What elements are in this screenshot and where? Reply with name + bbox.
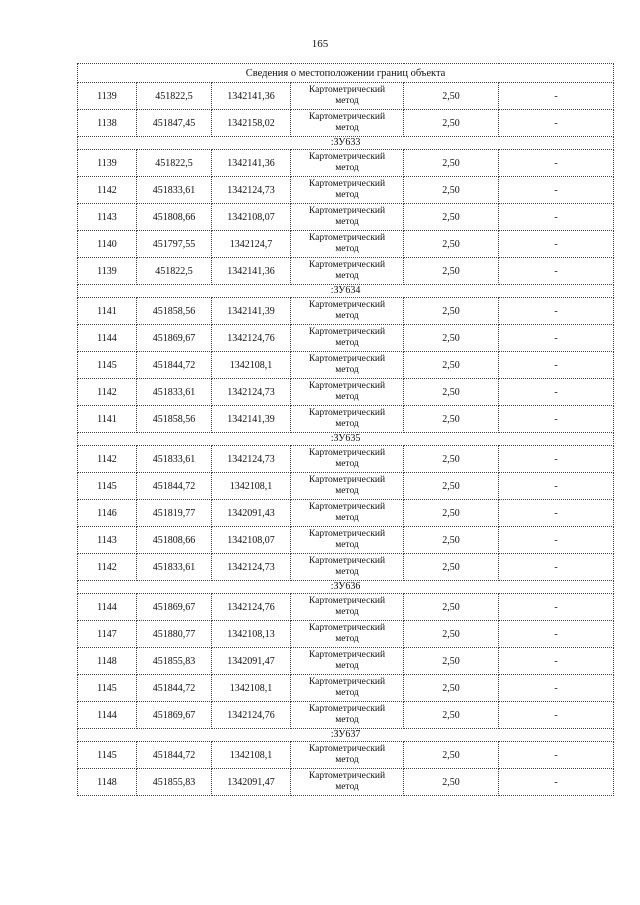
point-number-cell: 1145 bbox=[78, 742, 137, 769]
point-number-cell: 1143 bbox=[78, 527, 137, 554]
method-cell bbox=[291, 325, 404, 352]
method-line-2: метод bbox=[335, 513, 359, 523]
accuracy-cell: 2,50 bbox=[404, 446, 499, 473]
method-line-2: метод bbox=[335, 96, 359, 106]
accuracy-cell: 2,50 bbox=[404, 702, 499, 729]
table-row bbox=[78, 648, 614, 675]
table-row bbox=[78, 177, 614, 204]
table-row bbox=[78, 406, 614, 433]
x-coordinate-cell: 451847,45 bbox=[137, 110, 212, 137]
x-coordinate-cell: 451880,77 bbox=[137, 621, 212, 648]
note-cell: - bbox=[499, 675, 614, 702]
method-line-2: метод bbox=[335, 123, 359, 133]
y-coordinate-cell: 1342108,1 bbox=[212, 742, 291, 769]
note-cell: - bbox=[499, 406, 614, 433]
point-number-cell: 1140 bbox=[78, 231, 137, 258]
table-row bbox=[78, 594, 614, 621]
method-cell bbox=[291, 150, 404, 177]
table-row bbox=[78, 204, 614, 231]
zone-header-row bbox=[78, 581, 614, 594]
y-coordinate-cell: 1342124,73 bbox=[212, 446, 291, 473]
method-line-1: Картометрический bbox=[308, 233, 386, 243]
x-coordinate-cell: 451844,72 bbox=[137, 473, 212, 500]
table-row bbox=[78, 110, 614, 137]
method-cell bbox=[291, 594, 404, 621]
accuracy-cell: 2,50 bbox=[404, 648, 499, 675]
accuracy-cell: 2,50 bbox=[404, 594, 499, 621]
method-line-1: Картометрический bbox=[308, 529, 386, 539]
method-line-1: Картометрический bbox=[308, 771, 386, 781]
method-line-1: Картометрический bbox=[308, 556, 386, 566]
table-row bbox=[78, 621, 614, 648]
x-coordinate-cell: 451855,83 bbox=[137, 769, 212, 796]
accuracy-cell: 2,50 bbox=[404, 406, 499, 433]
method-line-2: метод bbox=[335, 244, 359, 254]
point-number-cell: 1139 bbox=[78, 83, 137, 110]
x-coordinate-cell: 451833,61 bbox=[137, 446, 212, 473]
y-coordinate-cell: 1342141,36 bbox=[212, 150, 291, 177]
table-row bbox=[78, 83, 614, 110]
note-cell: - bbox=[499, 594, 614, 621]
method-cell bbox=[291, 231, 404, 258]
method-line-2: метод bbox=[335, 190, 359, 200]
accuracy-cell: 2,50 bbox=[404, 177, 499, 204]
table-row bbox=[78, 473, 614, 500]
accuracy-cell: 2,50 bbox=[404, 500, 499, 527]
note-cell: - bbox=[499, 177, 614, 204]
y-coordinate-cell: 1342091,43 bbox=[212, 500, 291, 527]
x-coordinate-cell: 451869,67 bbox=[137, 325, 212, 352]
method-line-2: метод bbox=[335, 392, 359, 402]
point-number-cell: 1146 bbox=[78, 500, 137, 527]
zone-header-row bbox=[78, 285, 614, 298]
y-coordinate-cell: 1342141,36 bbox=[212, 83, 291, 110]
method-line-1: Картометрический bbox=[308, 206, 386, 216]
accuracy-cell: 2,50 bbox=[404, 325, 499, 352]
x-coordinate-cell: 451808,66 bbox=[137, 204, 212, 231]
method-line-2: метод bbox=[335, 782, 359, 792]
accuracy-cell: 2,50 bbox=[404, 554, 499, 581]
zone-label: :ЗУ637 bbox=[78, 729, 614, 742]
note-cell: - bbox=[499, 379, 614, 406]
method-line-1: Картометрический bbox=[308, 704, 386, 714]
method-cell bbox=[291, 527, 404, 554]
note-cell: - bbox=[499, 83, 614, 110]
note-cell: - bbox=[499, 473, 614, 500]
table-row bbox=[78, 258, 614, 285]
x-coordinate-cell: 451833,61 bbox=[137, 554, 212, 581]
x-coordinate-cell: 451844,72 bbox=[137, 742, 212, 769]
note-cell: - bbox=[499, 150, 614, 177]
method-cell bbox=[291, 379, 404, 406]
method-line-1: Картометрический bbox=[308, 112, 386, 122]
method-cell bbox=[291, 177, 404, 204]
method-line-2: метод bbox=[335, 607, 359, 617]
method-line-2: метод bbox=[335, 634, 359, 644]
accuracy-cell: 2,50 bbox=[404, 473, 499, 500]
table-row bbox=[78, 769, 614, 796]
point-number-cell: 1142 bbox=[78, 446, 137, 473]
method-cell bbox=[291, 446, 404, 473]
point-number-cell: 1141 bbox=[78, 406, 137, 433]
x-coordinate-cell: 451833,61 bbox=[137, 177, 212, 204]
method-line-1: Картометрический bbox=[308, 260, 386, 270]
accuracy-cell: 2,50 bbox=[404, 298, 499, 325]
note-cell: - bbox=[499, 258, 614, 285]
note-cell: - bbox=[499, 110, 614, 137]
y-coordinate-cell: 1342108,13 bbox=[212, 621, 291, 648]
x-coordinate-cell: 451858,56 bbox=[137, 406, 212, 433]
zone-header-row bbox=[78, 137, 614, 150]
y-coordinate-cell: 1342091,47 bbox=[212, 769, 291, 796]
method-line-2: метод bbox=[335, 486, 359, 496]
note-cell: - bbox=[499, 742, 614, 769]
x-coordinate-cell: 451822,5 bbox=[137, 150, 212, 177]
zone-label: :ЗУ636 bbox=[78, 581, 614, 594]
note-cell: - bbox=[499, 648, 614, 675]
y-coordinate-cell: 1342124,73 bbox=[212, 554, 291, 581]
y-coordinate-cell: 1342141,36 bbox=[212, 258, 291, 285]
method-cell bbox=[291, 621, 404, 648]
point-number-cell: 1145 bbox=[78, 352, 137, 379]
zone-label: :ЗУ633 bbox=[78, 137, 614, 150]
method-line-1: Картометрический bbox=[308, 85, 386, 95]
x-coordinate-cell: 451869,67 bbox=[137, 594, 212, 621]
method-line-2: метод bbox=[335, 661, 359, 671]
y-coordinate-cell: 1342124,7 bbox=[212, 231, 291, 258]
note-cell: - bbox=[499, 204, 614, 231]
method-cell bbox=[291, 352, 404, 379]
method-cell bbox=[291, 258, 404, 285]
table-row bbox=[78, 325, 614, 352]
x-coordinate-cell: 451844,72 bbox=[137, 675, 212, 702]
method-line-2: метод bbox=[335, 567, 359, 577]
x-coordinate-cell: 451808,66 bbox=[137, 527, 212, 554]
method-line-2: метод bbox=[335, 459, 359, 469]
y-coordinate-cell: 1342124,76 bbox=[212, 702, 291, 729]
method-line-1: Картометрический bbox=[308, 300, 386, 310]
method-line-1: Картометрический bbox=[308, 623, 386, 633]
method-line-1: Картометрический bbox=[308, 502, 386, 512]
table-row bbox=[78, 554, 614, 581]
x-coordinate-cell: 451833,61 bbox=[137, 379, 212, 406]
table-row bbox=[78, 742, 614, 769]
y-coordinate-cell: 1342108,07 bbox=[212, 204, 291, 231]
accuracy-cell: 2,50 bbox=[404, 110, 499, 137]
method-line-2: метод bbox=[335, 688, 359, 698]
table-header-row bbox=[78, 64, 614, 83]
note-cell: - bbox=[499, 231, 614, 258]
x-coordinate-cell: 451858,56 bbox=[137, 298, 212, 325]
method-cell bbox=[291, 648, 404, 675]
method-cell bbox=[291, 110, 404, 137]
note-cell: - bbox=[499, 500, 614, 527]
y-coordinate-cell: 1342108,1 bbox=[212, 473, 291, 500]
method-cell bbox=[291, 83, 404, 110]
point-number-cell: 1139 bbox=[78, 258, 137, 285]
table-row bbox=[78, 675, 614, 702]
accuracy-cell: 2,50 bbox=[404, 527, 499, 554]
method-line-1: Картометрический bbox=[308, 408, 386, 418]
accuracy-cell: 2,50 bbox=[404, 150, 499, 177]
x-coordinate-cell: 451855,83 bbox=[137, 648, 212, 675]
accuracy-cell: 2,50 bbox=[404, 204, 499, 231]
boundary-coordinates-table bbox=[77, 63, 614, 796]
method-line-1: Картометрический bbox=[308, 448, 386, 458]
note-cell: - bbox=[499, 352, 614, 379]
y-coordinate-cell: 1342108,07 bbox=[212, 527, 291, 554]
point-number-cell: 1138 bbox=[78, 110, 137, 137]
page-number: 165 bbox=[311, 38, 329, 50]
x-coordinate-cell: 451822,5 bbox=[137, 258, 212, 285]
accuracy-cell: 2,50 bbox=[404, 742, 499, 769]
y-coordinate-cell: 1342124,76 bbox=[212, 325, 291, 352]
point-number-cell: 1144 bbox=[78, 325, 137, 352]
note-cell: - bbox=[499, 621, 614, 648]
method-line-2: метод bbox=[335, 365, 359, 375]
y-coordinate-cell: 1342108,1 bbox=[212, 675, 291, 702]
y-coordinate-cell: 1342141,39 bbox=[212, 406, 291, 433]
point-number-cell: 1148 bbox=[78, 769, 137, 796]
table-row bbox=[78, 231, 614, 258]
table-row bbox=[78, 379, 614, 406]
point-number-cell: 1145 bbox=[78, 473, 137, 500]
accuracy-cell: 2,50 bbox=[404, 675, 499, 702]
method-line-2: метод bbox=[335, 540, 359, 550]
accuracy-cell: 2,50 bbox=[404, 258, 499, 285]
y-coordinate-cell: 1342108,1 bbox=[212, 352, 291, 379]
y-coordinate-cell: 1342124,73 bbox=[212, 177, 291, 204]
method-cell bbox=[291, 675, 404, 702]
x-coordinate-cell: 451797,55 bbox=[137, 231, 212, 258]
point-number-cell: 1147 bbox=[78, 621, 137, 648]
method-line-1: Картометрический bbox=[308, 475, 386, 485]
method-line-2: метод bbox=[335, 271, 359, 281]
zone-header-row bbox=[78, 729, 614, 742]
y-coordinate-cell: 1342158,02 bbox=[212, 110, 291, 137]
method-line-2: метод bbox=[335, 419, 359, 429]
table-row bbox=[78, 702, 614, 729]
note-cell: - bbox=[499, 527, 614, 554]
method-cell bbox=[291, 473, 404, 500]
method-line-1: Картометрический bbox=[308, 354, 386, 364]
method-line-2: метод bbox=[335, 217, 359, 227]
method-cell bbox=[291, 406, 404, 433]
method-line-2: метод bbox=[335, 755, 359, 765]
note-cell: - bbox=[499, 446, 614, 473]
note-cell: - bbox=[499, 298, 614, 325]
method-line-2: метод bbox=[335, 715, 359, 725]
point-number-cell: 1145 bbox=[78, 675, 137, 702]
x-coordinate-cell: 451844,72 bbox=[137, 352, 212, 379]
method-line-1: Картометрический bbox=[308, 596, 386, 606]
note-cell: - bbox=[499, 554, 614, 581]
accuracy-cell: 2,50 bbox=[404, 769, 499, 796]
zone-header-row bbox=[78, 433, 614, 446]
y-coordinate-cell: 1342141,39 bbox=[212, 298, 291, 325]
accuracy-cell: 2,50 bbox=[404, 231, 499, 258]
point-number-cell: 1148 bbox=[78, 648, 137, 675]
accuracy-cell: 2,50 bbox=[404, 621, 499, 648]
accuracy-cell: 2,50 bbox=[404, 352, 499, 379]
point-number-cell: 1144 bbox=[78, 594, 137, 621]
method-line-2: метод bbox=[335, 163, 359, 173]
method-cell bbox=[291, 204, 404, 231]
method-line-1: Картометрический bbox=[308, 677, 386, 687]
note-cell: - bbox=[499, 769, 614, 796]
method-cell bbox=[291, 769, 404, 796]
method-cell bbox=[291, 500, 404, 527]
point-number-cell: 1139 bbox=[78, 150, 137, 177]
method-line-2: метод bbox=[335, 311, 359, 321]
x-coordinate-cell: 451819,77 bbox=[137, 500, 212, 527]
zone-label: :ЗУ634 bbox=[78, 285, 614, 298]
y-coordinate-cell: 1342091,47 bbox=[212, 648, 291, 675]
table-row bbox=[78, 352, 614, 379]
table-row bbox=[78, 446, 614, 473]
point-number-cell: 1144 bbox=[78, 702, 137, 729]
point-number-cell: 1142 bbox=[78, 554, 137, 581]
accuracy-cell: 2,50 bbox=[404, 379, 499, 406]
note-cell: - bbox=[499, 325, 614, 352]
method-line-1: Картометрический bbox=[308, 650, 386, 660]
zone-label: :ЗУ635 bbox=[78, 433, 614, 446]
y-coordinate-cell: 1342124,76 bbox=[212, 594, 291, 621]
method-line-1: Картометрический bbox=[308, 327, 386, 337]
table-row bbox=[78, 500, 614, 527]
point-number-cell: 1143 bbox=[78, 204, 137, 231]
table-title: Сведения о местоположении границ объекта bbox=[78, 64, 614, 83]
method-line-1: Картометрический bbox=[308, 381, 386, 391]
accuracy-cell: 2,50 bbox=[404, 83, 499, 110]
table-row bbox=[78, 298, 614, 325]
point-number-cell: 1142 bbox=[78, 379, 137, 406]
method-line-1: Картометрический bbox=[308, 152, 386, 162]
method-cell bbox=[291, 298, 404, 325]
method-cell bbox=[291, 554, 404, 581]
note-cell: - bbox=[499, 702, 614, 729]
method-line-1: Картометрический bbox=[308, 179, 386, 189]
x-coordinate-cell: 451822,5 bbox=[137, 83, 212, 110]
table-row bbox=[78, 150, 614, 177]
x-coordinate-cell: 451869,67 bbox=[137, 702, 212, 729]
point-number-cell: 1142 bbox=[78, 177, 137, 204]
method-line-2: метод bbox=[335, 338, 359, 348]
point-number-cell: 1141 bbox=[78, 298, 137, 325]
method-line-1: Картометрический bbox=[308, 744, 386, 754]
y-coordinate-cell: 1342124,73 bbox=[212, 379, 291, 406]
table-row bbox=[78, 527, 614, 554]
method-cell bbox=[291, 742, 404, 769]
method-cell bbox=[291, 702, 404, 729]
